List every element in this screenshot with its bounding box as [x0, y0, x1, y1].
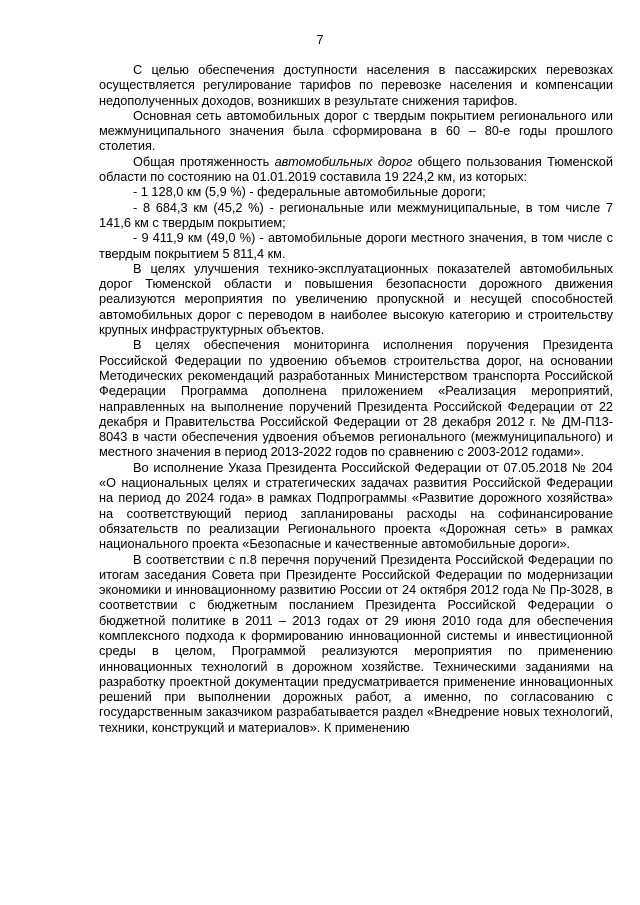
- paragraph-total-length: [99, 154, 613, 185]
- paragraph-road-network-history: Основная сеть автомобильных дорог с твердым покрытием регионального или межмуниципального значения была сформирована в 60 – 80-е годы прошлого столетия.: [99, 107, 613, 154]
- paragraph-presidential-decree: Во исполнение Указа Президента Российской Федерации от 07.05.2018 № 204 «О национальных целях и стратегических задачах развития Российской Федерации на период до 2024 года» в рамках Подпрограммы «Развитие дорожного хозяйства» на соответствующий период запланированы расходы на софинансирование обязательств по реализации Регионального проекта «Дорожная сеть» в рамках национального проекта «Безопасные и качественные автомобильные дороги».: [99, 459, 613, 552]
- page-number: 7: [316, 32, 324, 47]
- paragraph-passenger-tariffs: С целью обеспечения доступности населения в пассажирских перевозках осуществляется регулирование тарифов по перевозке населения и компенсации недополученных доходов, возникших в результате снижения тарифов.: [99, 62, 613, 108]
- total-length-text-end: общего пользования Тюменской области по состоянию на 01.01.2019 составила 19 224,2 км, из которых:: [99, 153, 613, 185]
- paragraph-road-improvement: В целях улучшения технико-эксплуатационных показателей автомобильных дорог Тюменской области и повышения безопасности дорожного движения реализуются мероприятия по увеличению пропускной и несущей способностей автомобильных дорог с переводом в наиболее высокую категорию и строительству крупных инфраструктурных объектов.: [99, 260, 613, 338]
- paragraph-innovation: В соответствии с п.8 перечня поручений Президента Российской Федерации по итогам заседания Совета при Президенте Российской Федерации по модернизации экономики и инновационному развитию России от 24 октября 2012 года № Пр-3028, в соответствии с бюджетным посланием Президента Российской Федерации о бюджетной политике в 2011 – 2013 годах от 29 июня 2010 года для обеспечения комплексного подхода к формированию инновационной системы и инвестиционной среды в целом, Программой реализуются мероприятия по применению инновационных технологий в дорожном хозяйстве. Техническими заданиями на разработку проектной документации предусматривается применение инновационных решений при выполнении дорожных работ, а именно, по согласованию с государственным заказчиком разрабатывается раздел «Внедрение новых технологий, техники, конструкций и материалов». К применению: [99, 551, 613, 735]
- document-body: [99, 62, 613, 735]
- list-item-federal-roads: - 1 128,0 км (5,9 %) - федеральные автомобильные дороги;: [133, 184, 486, 200]
- paragraph-monitoring: В целях обеспечения мониторинга исполнения поручения Президента Российской Федерации по удвоению объемов строительства дорог, на основании Методических рекомендаций разработанных Министерством транспорта Российской Федерации Программа дополнена приложением «Реализация мероприятий, направленных на выполнение поручений Президента Российской Федерации от 22 декабря и Правительства Российской Федерации от 28 декабря 2012 г. № ДМ-П13-8043 в части обеспечения удвоения объемов регионального (межмуниципального) и местного значения в период 2013-2022 годов по сравнению с 2003-2012 годами».: [99, 337, 613, 460]
- total-length-emphasis: автомобильных дорог: [274, 153, 413, 169]
- total-length-text-start: Общая протяженность: [133, 153, 275, 169]
- list-item-regional-roads: - 8 684,3 км (45,2 %) - региональные или межмуниципальные, в том числе 7 141,6 км с твердым покрытием;: [99, 199, 613, 230]
- list-item-local-roads: - 9 411,9 км (49,0 %) - автомобильные дороги местного значения, в том числе с твердым покрытием 5 811,4 км.: [99, 230, 613, 261]
